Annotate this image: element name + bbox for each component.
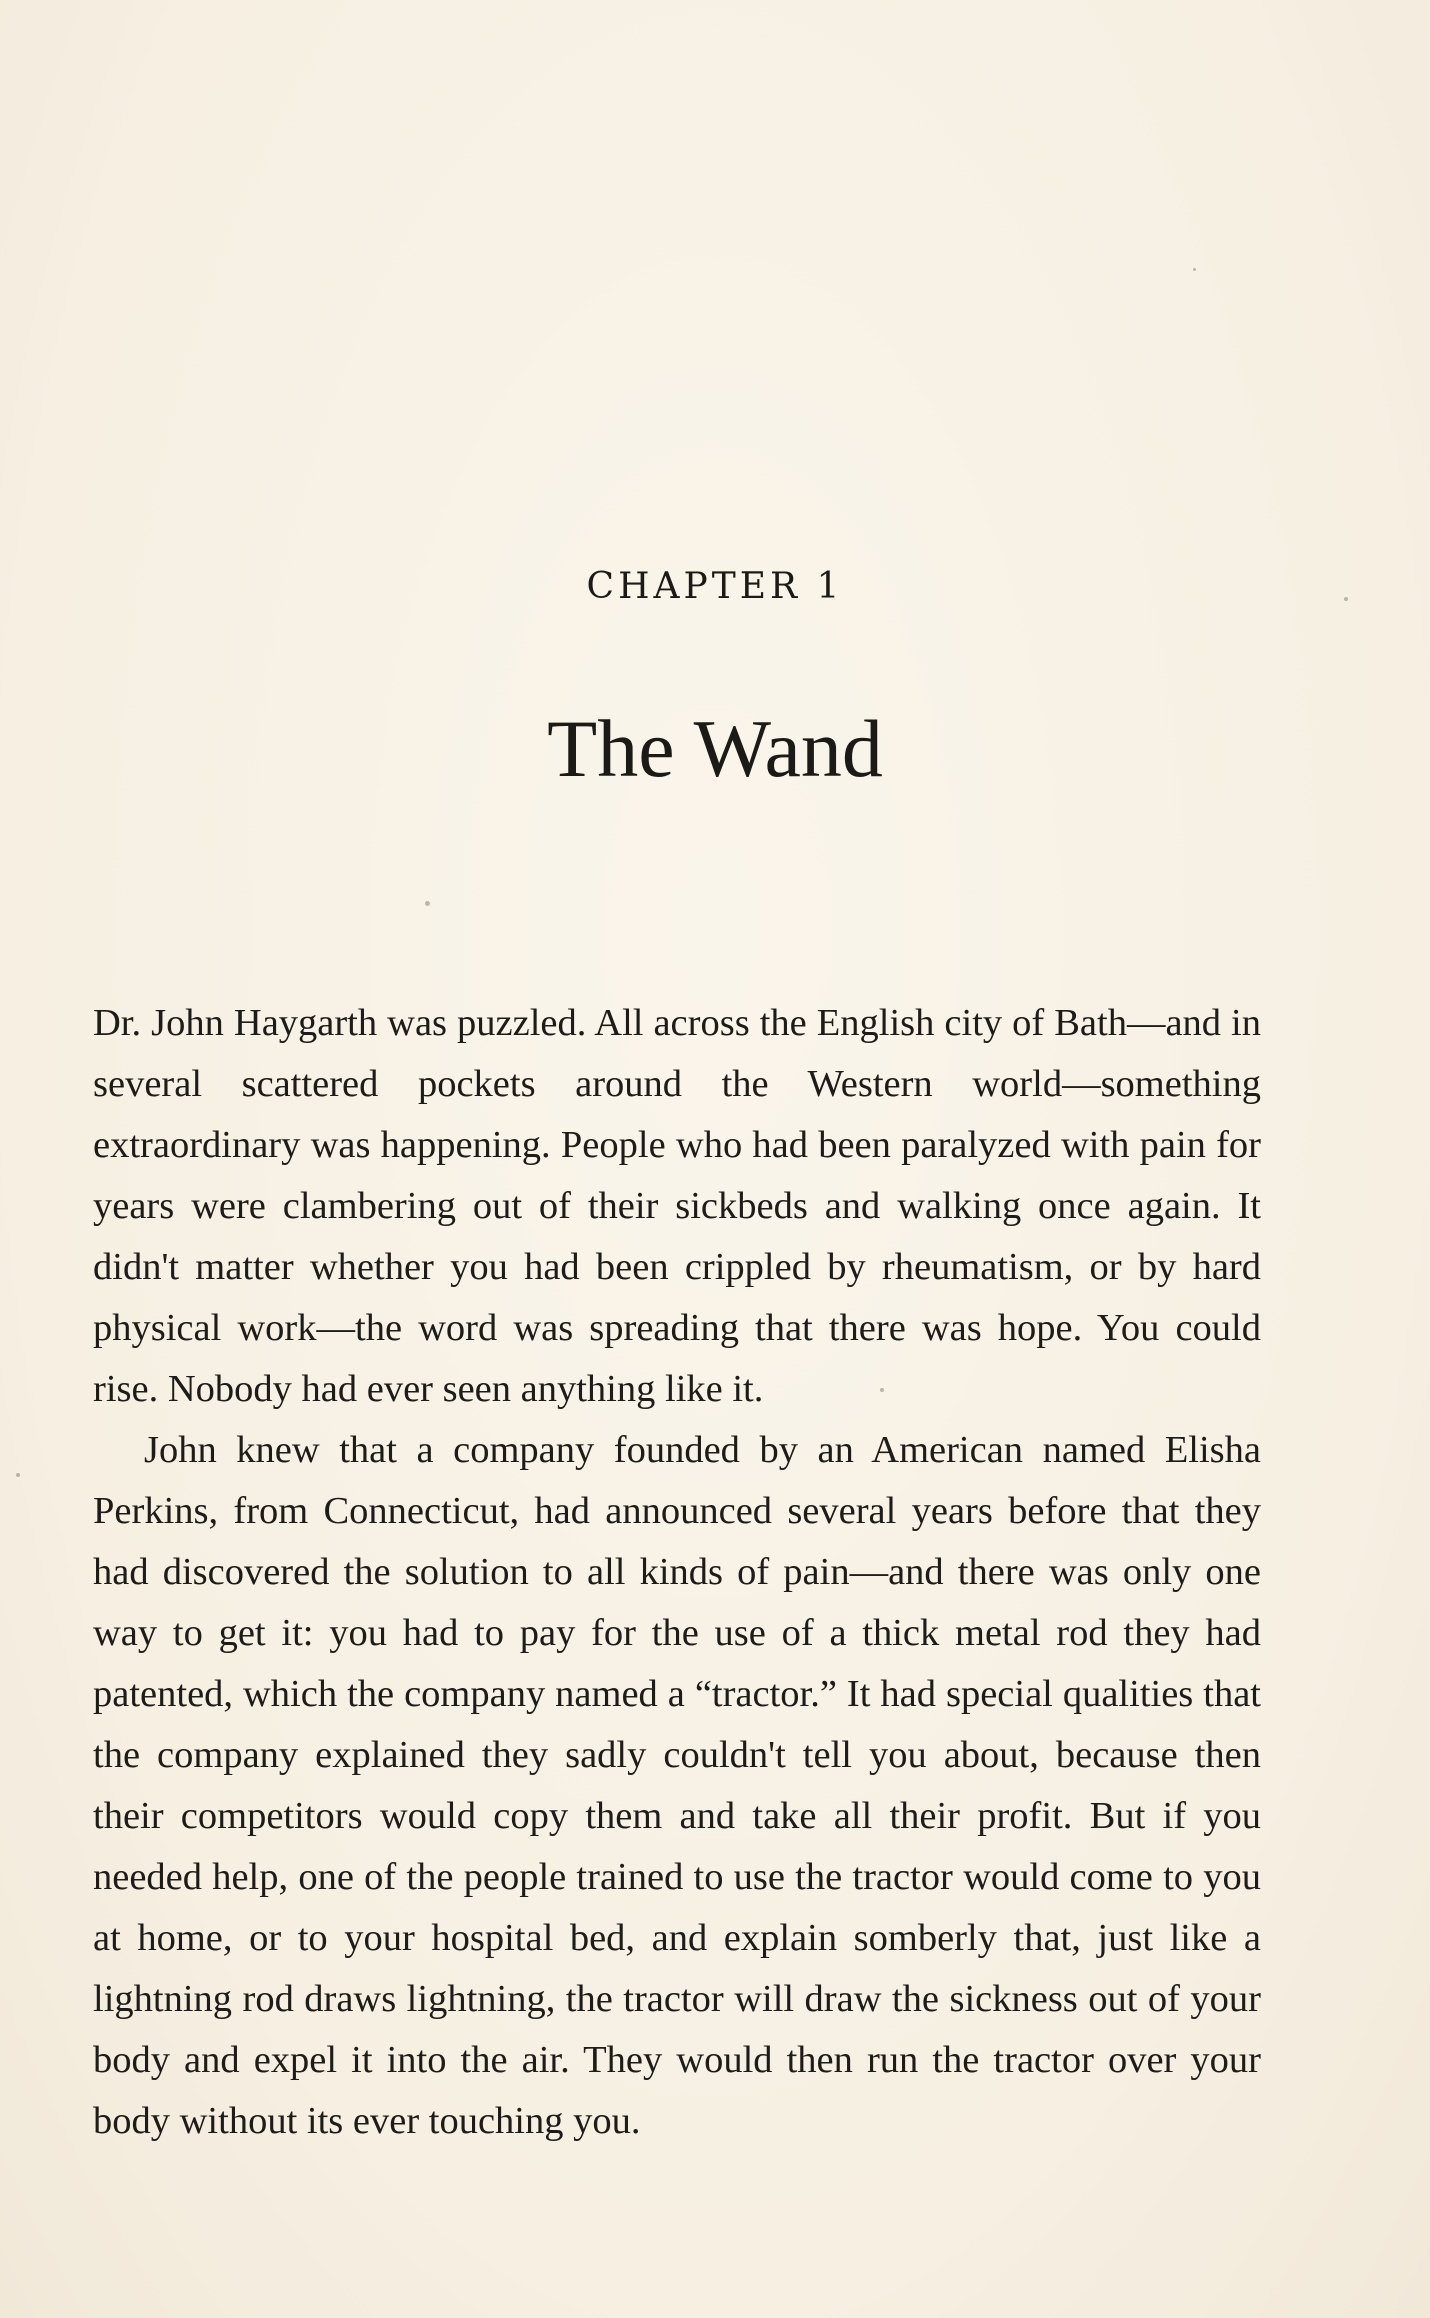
chapter-label: CHAPTER 1 bbox=[586, 566, 844, 607]
paper-speck bbox=[880, 1388, 884, 1392]
chapter-body bbox=[93, 993, 1261, 2152]
paper-speck bbox=[1344, 597, 1348, 601]
paper-speck bbox=[16, 1473, 20, 1477]
paper-speck bbox=[1193, 268, 1196, 271]
paragraph: John knew that a company founded by an American named Elisha Perkins, from Connecticut, had announced several years before that they had discovered the solution to all kinds of pain—and there was only one way to get it: you had to pay for the use of a thick metal rod they had patented, which the company named a “tractor.” It had special qualities that the company explained they sadly couldn't tell you about, because then their competitors would copy them and take all their profit. But if you needed help, one of the people trained to use the tractor would come to you at home, or to your hospital bed, and explain somberly that, just like a lightning rod draws lightning, the tractor will draw the sickness out of your body and expel it into the air. They would then run the tractor over your body without its ever touching you. bbox=[93, 1429, 1261, 2142]
chapter-title: The Wand bbox=[547, 703, 883, 794]
paragraph: Dr. John Haygarth was puzzled. All across the English city of Bath—and in several scattered pockets around the Western world—something extraordinary was happening. People who had been paralyzed with pain for years were clambering out of their sickbeds and walking once again. It didn't matter whether you had been crippled by rheumatism, or by hard physical work—the word was spreading that there was hope. You could rise. Nobody had ever seen anything like it. bbox=[93, 1002, 1261, 1410]
paper-speck bbox=[425, 901, 430, 906]
